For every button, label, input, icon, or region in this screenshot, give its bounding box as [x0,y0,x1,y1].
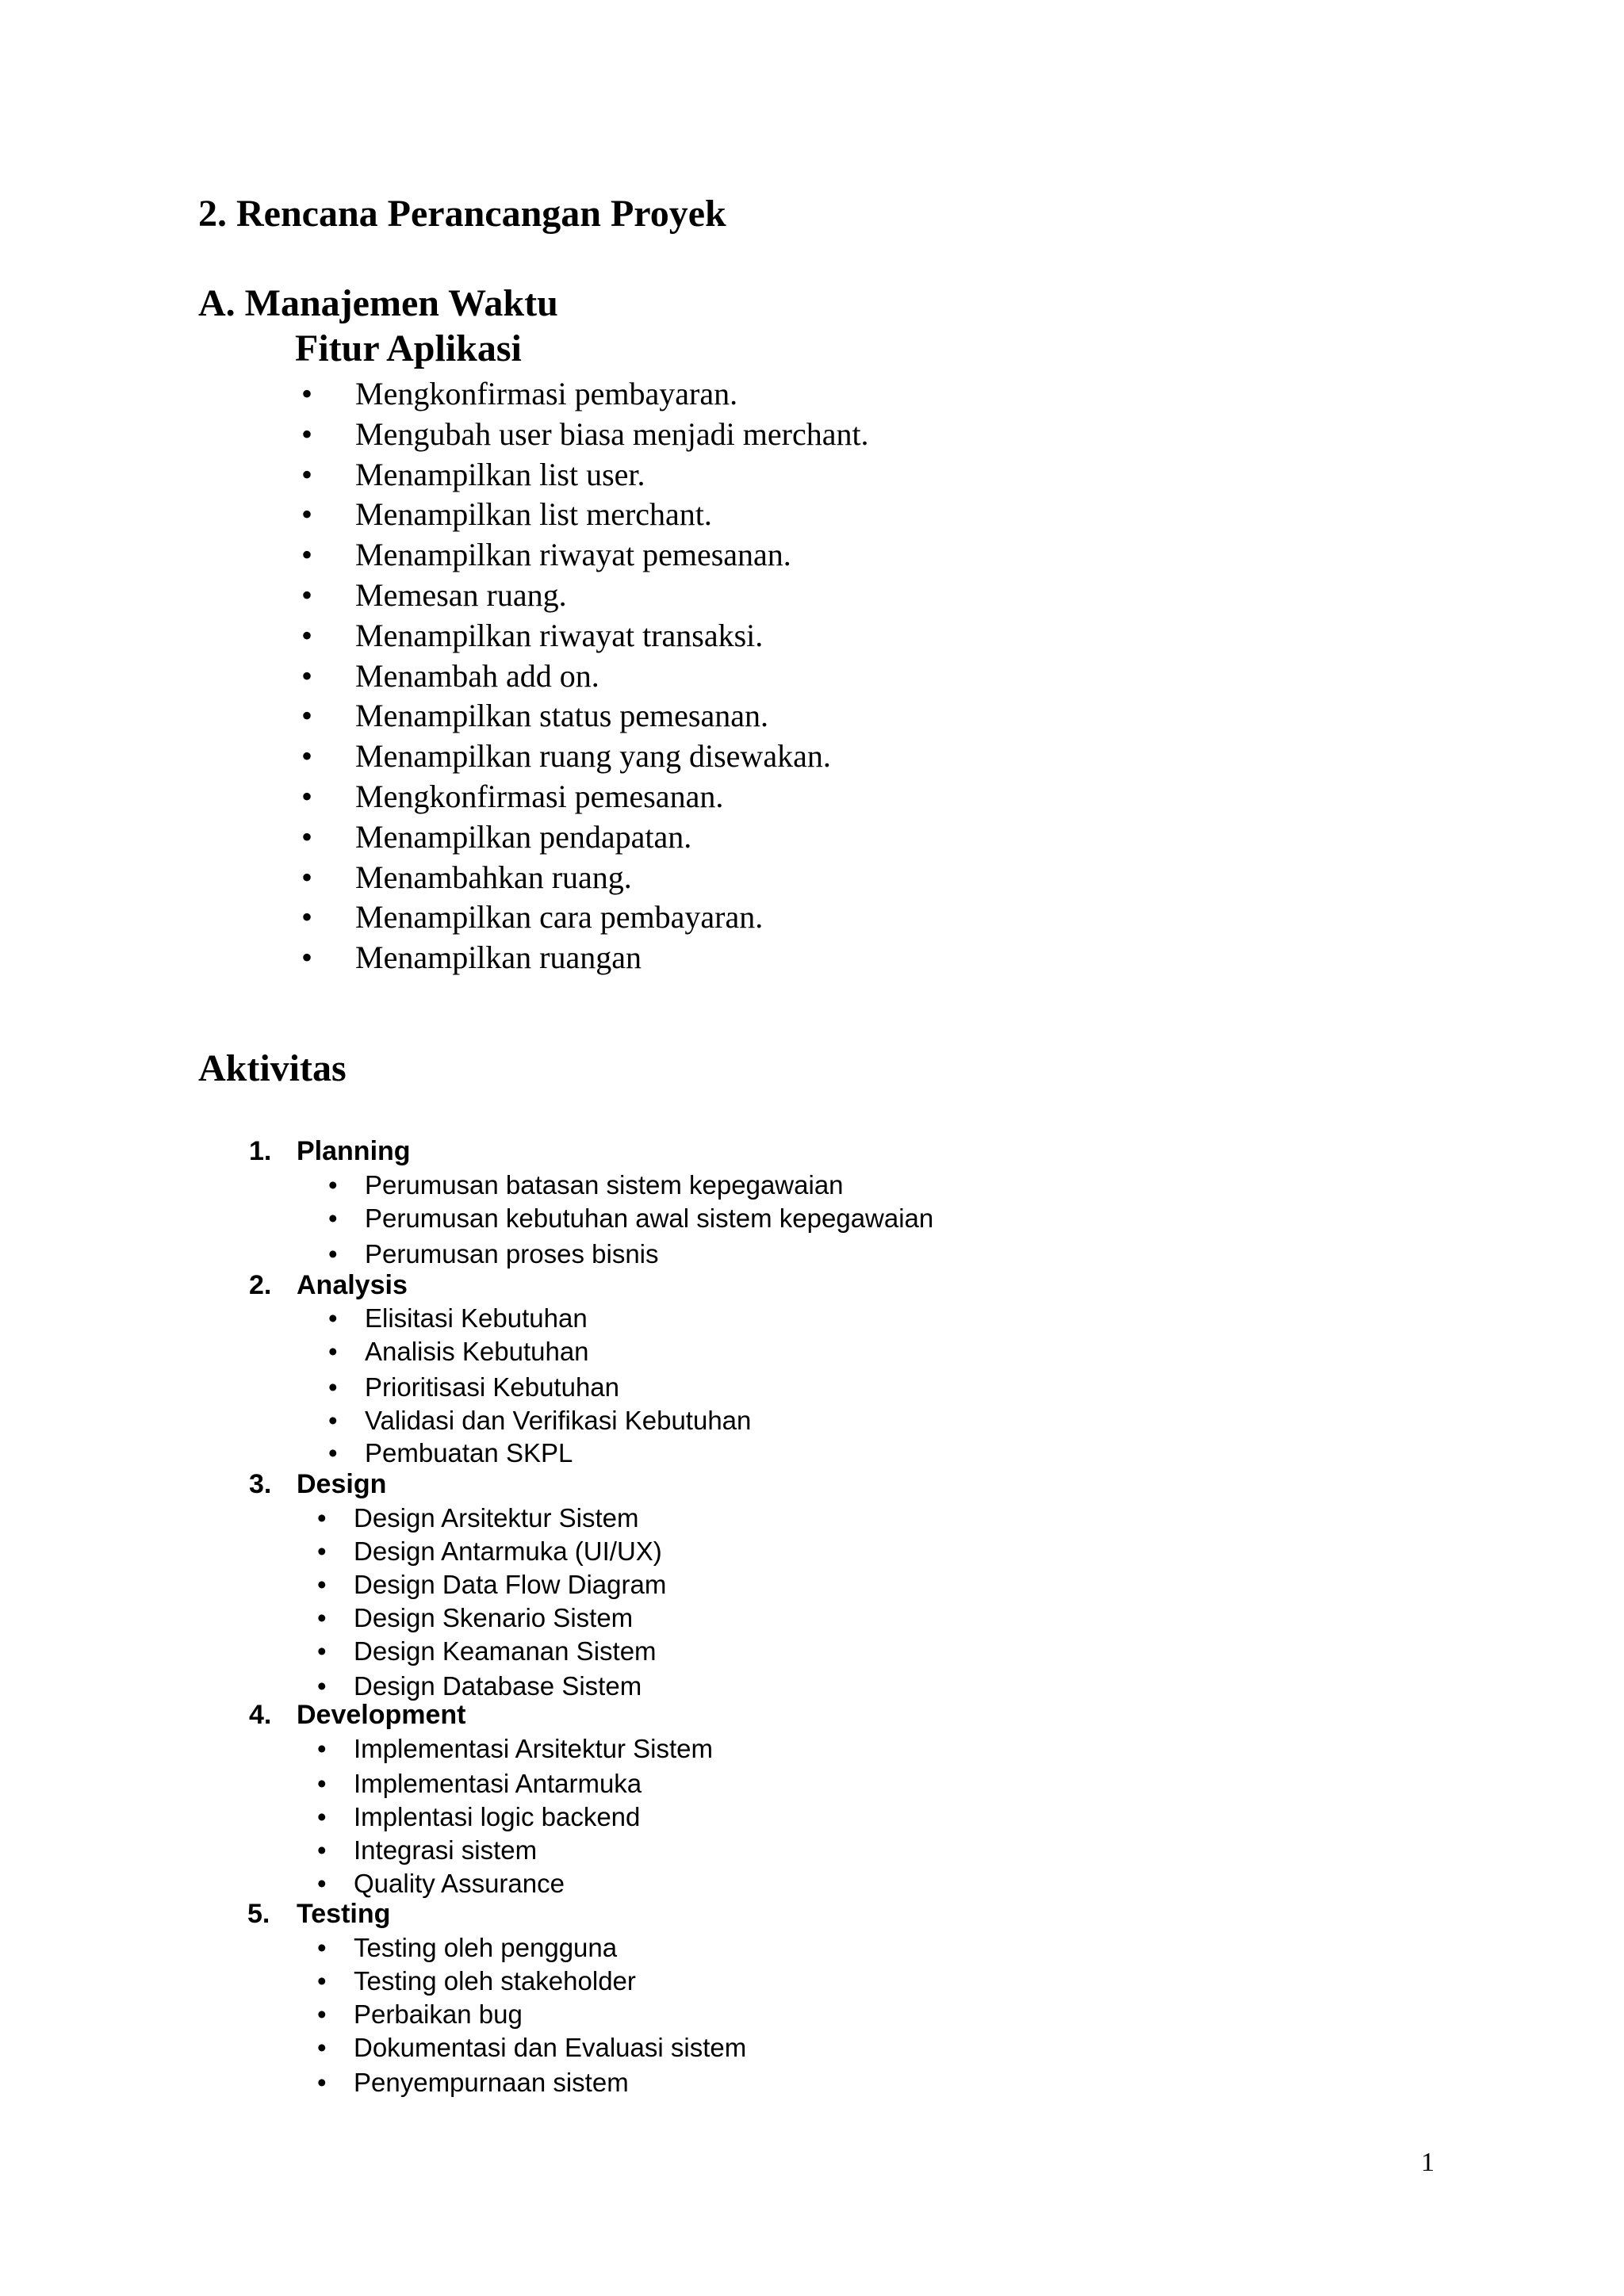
bullet-icon: • [301,415,313,452]
activity-item [328,1437,573,1470]
feature-item [301,535,869,576]
activity-text: Testing oleh pengguna [354,1933,618,1962]
activity-item [317,1931,618,1965]
bullet-icon: • [317,1536,327,1566]
activity-item [317,1601,634,1635]
feature-text: Menampilkan ruang yang disewakan. [355,738,831,775]
activity-item [317,1635,657,1668]
feature-text: Menampilkan pendapatan. [355,818,692,855]
phase-heading [249,1269,408,1302]
bullet-icon: • [317,1769,327,1798]
feature-text: Mengkonfirmasi pemesanan. [355,778,724,814]
feature-item [301,374,869,415]
activity-item [328,1371,620,1404]
activity-text: Integrasi sistem [354,1835,538,1865]
feature-text: Menampilkan ruangan [355,939,642,976]
activity-text: Implementasi Arsitektur Sistem [354,1734,713,1763]
activity-item [328,1169,844,1202]
phase-number: 2. [249,1270,272,1300]
phase-name: Design [297,1469,387,1499]
activity-text: Dokumentasi dan Evaluasi sistem [354,2033,747,2062]
activity-text: Design Arsitektur Sistem [354,1503,639,1533]
activity-text: Analisis Kebutuhan [365,1337,589,1366]
feature-item [301,455,869,496]
feature-text: Menampilkan cara pembayaran. [355,899,764,936]
activity-text: Testing oleh stakeholder [354,1966,636,1996]
bullet-icon: • [301,376,313,411]
phase-heading [249,1468,387,1501]
feature-item [301,777,869,817]
bullet-icon: • [317,1802,327,1831]
phase-name: Testing [297,1899,391,1929]
activity-item [317,1834,538,1867]
feature-item [301,897,869,938]
activities-title: Aktivitas [198,1047,347,1089]
bullet-icon: • [317,1636,327,1666]
bullet-icon: • [317,1835,327,1865]
activity-item [328,1335,589,1368]
bullet-icon: • [301,576,313,613]
bullet-icon: • [317,1671,327,1701]
bullet-icon: • [317,2068,327,2097]
activity-text: Prioritisasi Kebutuhan [365,1372,620,1402]
activity-text: Design Database Sistem [354,1671,642,1701]
activity-text: Penyempurnaan sistem [354,2068,629,2097]
bullet-icon: • [301,818,313,855]
phase-name: Analysis [297,1270,408,1300]
phase-heading [249,1698,466,1732]
activity-text: Implentasi logic backend [354,1802,641,1831]
feature-item [301,415,869,455]
document-title: 2. Rencana Perancangan Proyek [198,193,726,235]
activity-item [317,1767,642,1800]
activity-text: Pembuatan SKPL [365,1438,573,1468]
feature-text: Menampilkan riwayat pemesanan. [355,537,791,573]
activity-item [317,2066,629,2099]
activity-text: Elisitasi Kebutuhan [365,1303,588,1333]
activity-text: Design Antarmuka (UI/UX) [354,1536,662,1566]
bullet-icon: • [317,2033,327,2062]
bullet-icon: • [328,1239,338,1269]
activity-item [328,1238,659,1271]
bullet-icon: • [301,939,313,976]
bullet-icon: • [301,738,313,775]
feature-text: Mengubah user biasa menjadi merchant. [355,415,869,452]
bullet-icon: • [301,778,313,814]
feature-text: Menambah add on. [355,657,599,694]
feature-item [301,737,869,777]
phase-name: Planning [297,1136,411,1166]
activity-item [317,1800,641,1834]
bullet-icon: • [317,1734,327,1763]
activity-text: Design Data Flow Diagram [354,1570,667,1599]
feature-text: Menampilkan riwayat transaksi. [355,617,764,653]
page-number: 1 [1421,2148,1434,2177]
feature-item [301,495,869,535]
activity-item [317,1568,667,1601]
feature-item [301,696,869,737]
activity-text: Quality Assurance [354,1869,565,1898]
bullet-icon: • [328,1337,338,1366]
phase-number: 5. [247,1899,270,1929]
bullet-icon: • [317,1570,327,1599]
feature-text: Menampilkan list user. [355,456,645,492]
feature-text: Menambahkan ruang. [355,859,632,895]
phase-number: 4. [249,1700,272,1730]
bullet-icon: • [317,1933,327,1962]
feature-item [301,656,869,697]
activity-text: Validasi dan Verifikasi Kebutuhan [365,1406,752,1435]
bullet-icon: • [328,1372,338,1402]
activity-text: Perbaikan bug [354,1999,523,2029]
bullet-icon: • [301,456,313,492]
bullet-icon: • [301,698,313,734]
activity-text: Perumusan kebutuhan awal sistem kepegawaian [365,1203,934,1233]
bullet-icon: • [328,1203,338,1233]
bullet-icon: • [317,1999,327,2029]
feature-item [301,576,869,616]
activity-item [317,1502,639,1535]
activity-item [317,1867,565,1900]
bullet-icon: • [317,1503,327,1533]
activity-item [317,2031,747,2064]
bullet-icon: • [301,657,313,694]
bullet-icon: • [328,1438,338,1468]
activity-text: Design Skenario Sistem [354,1603,634,1632]
bullet-icon: • [301,617,313,653]
activity-text: Perumusan proses bisnis [365,1239,659,1269]
activity-text: Perumusan batasan sistem kepegawaian [365,1170,844,1200]
feature-text: Menampilkan status pemesanan. [355,698,768,734]
feature-item [301,817,869,858]
subsection-title: Fitur Aplikasi [295,327,522,369]
bullet-icon: • [301,899,313,936]
activity-item [328,1202,934,1235]
feature-list [301,374,869,978]
feature-item [301,616,869,656]
feature-text: Memesan ruang. [355,576,567,613]
feature-text: Menampilkan list merchant. [355,496,712,533]
bullet-icon: • [317,1869,327,1898]
feature-text: Mengkonfirmasi pembayaran. [355,376,738,411]
activity-item [317,1998,523,2031]
bullet-icon: • [328,1406,338,1435]
bullet-icon: • [301,537,313,573]
bullet-icon: • [317,1966,327,1996]
activity-item [317,1535,662,1568]
phase-number: 1. [249,1136,272,1166]
activity-text: Design Keamanan Sistem [354,1636,657,1666]
section-title: A. Manajemen Waktu [198,282,558,324]
activity-text: Implementasi Antarmuka [354,1769,642,1798]
bullet-icon: • [317,1603,327,1632]
activity-item [317,1732,713,1766]
bullet-icon: • [301,859,313,895]
activity-item [328,1302,588,1335]
phase-number: 3. [249,1469,272,1499]
phase-heading [247,1897,391,1931]
phase-name: Development [297,1700,466,1730]
bullet-icon: • [301,496,313,533]
activity-item [328,1404,752,1437]
phase-heading [249,1135,411,1168]
activity-item [317,1965,636,1998]
bullet-icon: • [328,1303,338,1333]
feature-item [301,938,869,978]
feature-item [301,858,869,898]
bullet-icon: • [328,1170,338,1200]
